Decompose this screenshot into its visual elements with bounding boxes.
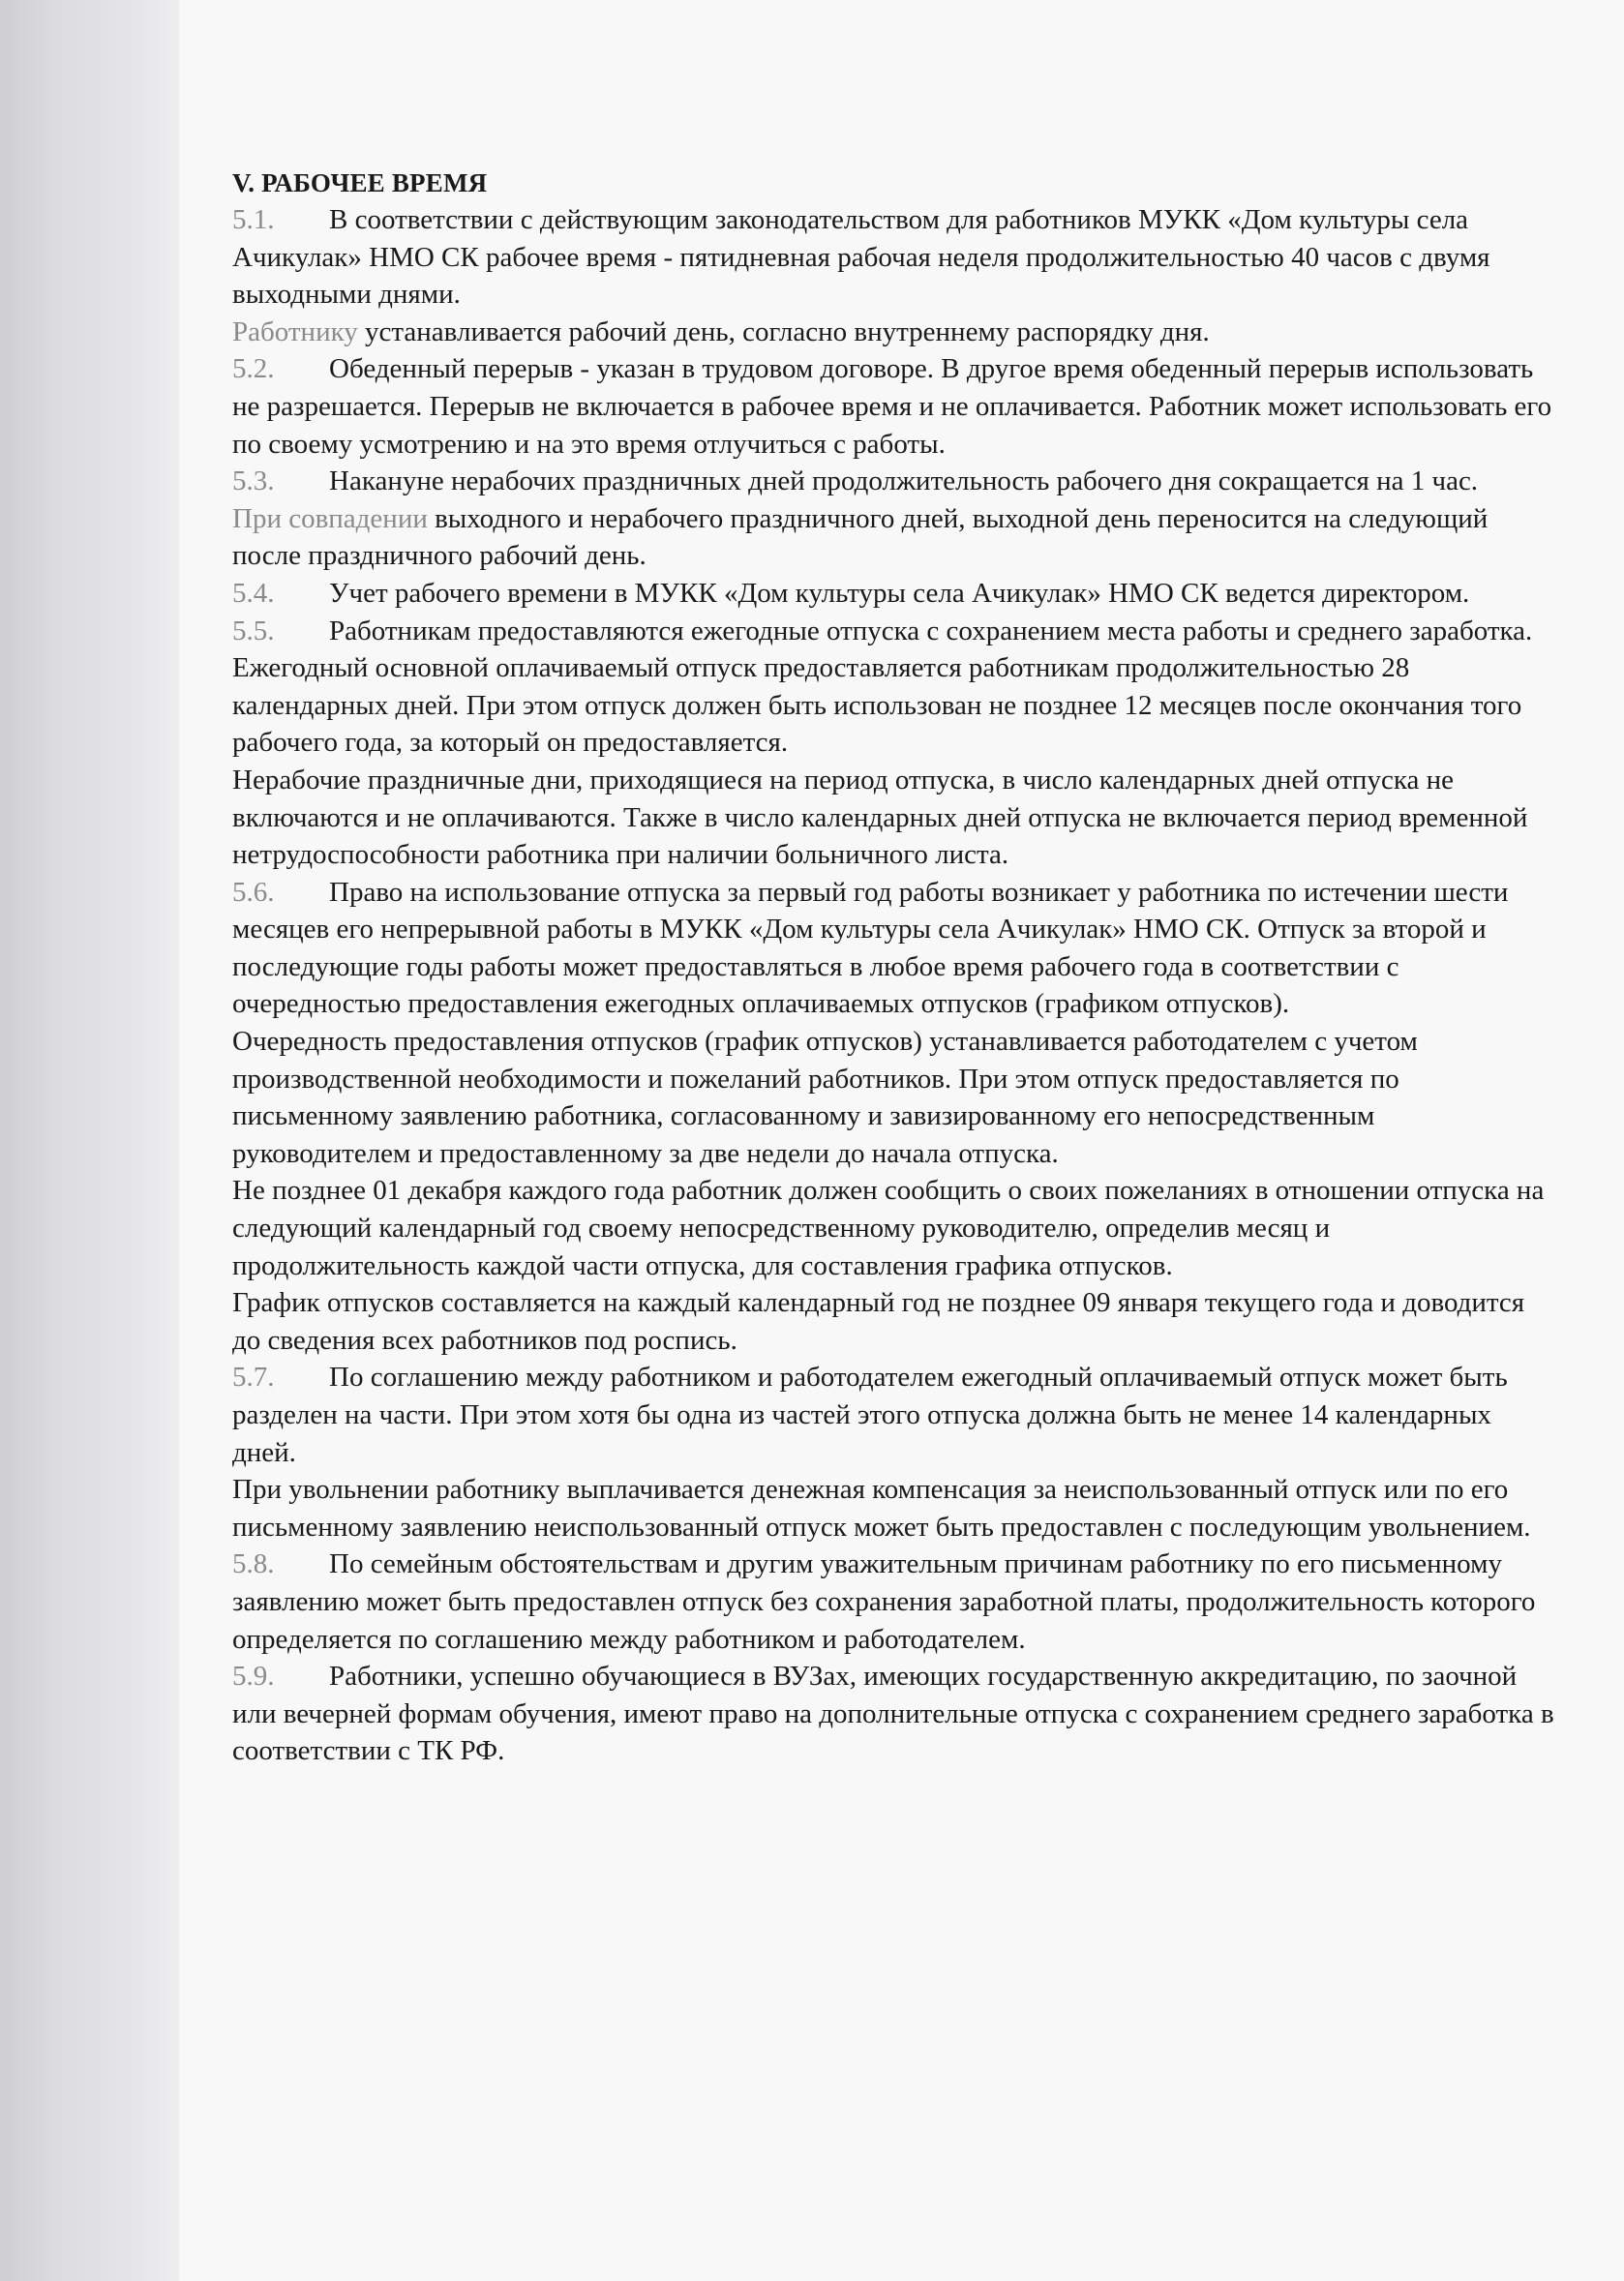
paragraph: [232, 1658, 1558, 1770]
clause-number: 5.2.: [232, 353, 275, 385]
paragraph: [232, 874, 1558, 1023]
paragraph-text: Обеденный перерыв - указан в трудовом договоре. В другое время обеденный перерыв использовать не разрешается. Перерыв не включается в рабочее время и не оплачивается. Работник может использовать его по своему усмотрению и на это время отлучиться с работы.: [232, 353, 1552, 460]
paragraph-text: Работники, успешно обучающиеся в ВУЗах, имеющих государственную аккредитацию, по заочной или вечерней формам обучения, имеют право на дополнительные отпуска с сохранением среднего заработка в соответствии с ТК РФ.: [232, 1661, 1554, 1767]
paragraph: [232, 1471, 1558, 1546]
paragraph-text: В соответствии с действующим законодательством для работников МУКК «Дом культуры села Ачикулак» НМО СК рабочее время - пятидневная рабочая неделя продолжительностью 40 часов с двумя выходными днями.: [232, 204, 1490, 311]
paragraph: [232, 1172, 1558, 1284]
paragraph-text: Учет рабочего времени в МУКК «Дом культуры села Ачикулак» НМО СК ведется директором.: [329, 577, 1470, 609]
paragraph: [232, 314, 1558, 351]
paragraph-lead: Работнику: [232, 315, 358, 347]
paragraph-text: выходного и нерабочего праздничного дней, выходной день переносится на следующий после праздничного рабочий день.: [232, 502, 1489, 572]
paragraph-list: [232, 201, 1558, 1770]
paragraph-text: Очередность предоставления отпусков (график отпусков) устанавливается работодателем с учетом производственной необходимости и пожеланий работников. При этом отпуск предоставляется по письменному заявлению работника, согласованному и завизированному его непосредственным руководителем и предоставленному за две недели до начала отпуска.: [232, 1026, 1418, 1169]
paragraph-text: Нерабочие праздничные дни, приходящиеся на период отпуска, в число календарных дней отпуска не включаются и не оплачиваются. Также в число календарных дней отпуска не включается период временной нетрудоспособности работника при наличии больничного листа.: [232, 764, 1528, 871]
paragraph-text: График отпусков составляется на каждый календарный год не позднее 09 января текущего года и доводится до сведения всех работников под роспись.: [232, 1287, 1525, 1356]
paragraph: [232, 350, 1558, 463]
paragraph-text: Право на использование отпуска за первый год работы возникает у работника по истечении шести месяцев его непрерывной работы в МУКК «Дом культуры села Ачикулак» НМО СК. Отпуск за второй и последующие годы работы может предоставляться в любое время рабочего года в соответствии с очередностью предоставления ежегодных оплачиваемых отпусков (графиком отпусков).: [232, 876, 1509, 1020]
clause-number: 5.1.: [232, 204, 275, 235]
paragraph: [232, 500, 1558, 575]
paragraph-text: По семейным обстоятельствам и другим уважительным причинам работнику по его письменному заявлению может быть предоставлен отпуск без сохранения заработной платы, продолжительность которого определяется по соглашению между работником и работодателем.: [232, 1548, 1536, 1655]
paragraph-text: устанавливается рабочий день, согласно внутреннему распорядку дня.: [357, 315, 1210, 347]
paragraph: [232, 575, 1558, 613]
paragraph: [232, 1359, 1558, 1471]
clause-number: 5.6.: [232, 876, 275, 908]
clause-number: 5.3.: [232, 465, 275, 497]
paragraph: [232, 762, 1558, 874]
document-content: [232, 165, 1558, 1770]
clause-number: 5.4.: [232, 577, 275, 609]
paragraph-text: Не позднее 01 декабря каждого года работник должен сообщить о своих пожеланиях в отношении отпуска на следующий календарный год своему непосредственному руководителю, определив месяц и продолжительность каждой части отпуска, для составления графика отпусков.: [232, 1175, 1545, 1281]
paragraph: [232, 613, 1558, 650]
section-heading: V. РАБОЧЕЕ ВРЕМЯ: [232, 168, 488, 197]
paragraph-text: При увольнении работнику выплачивается денежная компенсация за неиспользованный отпуск или по его письменному заявлению неиспользованный отпуск может быть предоставлен с последующим увольнением.: [232, 1474, 1531, 1543]
clause-number: 5.7.: [232, 1362, 275, 1394]
scan-shadow-edge: [0, 0, 179, 2281]
clause-number: 5.8.: [232, 1548, 275, 1580]
paragraph: [232, 649, 1558, 762]
paragraph: [232, 1284, 1558, 1359]
clause-number: 5.9.: [232, 1661, 275, 1693]
paragraph: [232, 1546, 1558, 1658]
clause-number: 5.5.: [232, 615, 275, 646]
paragraph-text: Ежегодный основной оплачиваемый отпуск предоставляется работникам продолжительностью 28 календарных дней. При этом отпуск должен быть использован не позднее 12 месяцев после окончания того рабочего года, за который он предоставляется.: [232, 652, 1522, 759]
paragraph: [232, 1023, 1558, 1172]
paragraph: [232, 463, 1558, 500]
paragraph-text: По соглашению между работником и работодателем ежегодный оплачиваемый отпуск может быть разделен на части. При этом хотя бы одна из частей этого отпуска должна быть не менее 14 календарных дней.: [232, 1362, 1508, 1468]
paragraph-text: Накануне нерабочих праздничных дней продолжительность рабочего дня сокращается на 1 час.: [329, 465, 1479, 497]
paragraph-lead: При совпадении: [232, 502, 428, 534]
paragraph-text: Работникам предоставляются ежегодные отпуска с сохранением места работы и среднего заработка.: [329, 615, 1533, 646]
paragraph: [232, 201, 1558, 314]
